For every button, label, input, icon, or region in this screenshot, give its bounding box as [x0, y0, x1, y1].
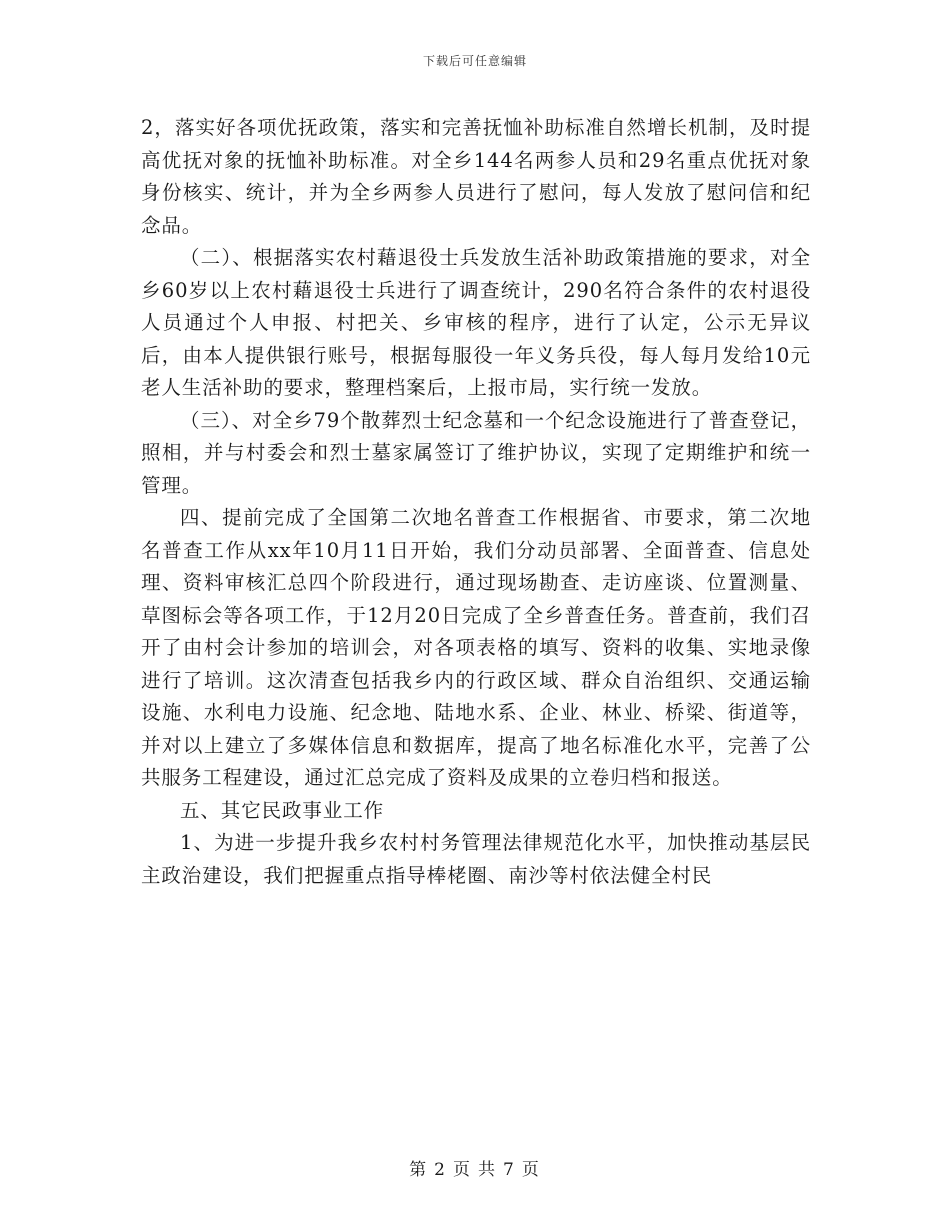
paragraph-4: 四、提前完成了全国第二次地名普查工作根据省、市要求，第二次地名普查工作从xx年10月11日开始，我们分动员部署、全面普查、信息处理、资料审核汇总四个阶段进行，通过现场勘查、走访座谈、位置测量、草图标会等各项工作，于12月20日完成了全乡普查任务。普查前，我们召开了由村会计参加的培训会，对各项表格的填写、资料的收集、实地录像进行了培训。这次清查包括我乡内的行政区域、群众自治组织、交通运输设施、水利电力设施、纪念地、陆地水系、企业、林业、桥梁、街道等，并对以上建立了多媒体信息和数据库，提高了地名标准化水平，完善了公共服务工程建设，通过汇总完成了资料及成果的立卷归档和报送。	[141, 506, 811, 789]
page-number-footer	[0, 1155, 950, 1180]
total-page-number: 7	[503, 1160, 516, 1180]
header-note: 下载后可任意编辑	[422, 54, 527, 68]
section-heading-5: 五、其它民政事业工作	[180, 798, 385, 822]
total-label: 共	[478, 1160, 497, 1180]
page-prefix: 第	[409, 1160, 429, 1180]
document-body	[141, 112, 811, 892]
paragraph-1: 2，落实好各项优抚政策，落实和完善抚恤补助标准自然增长机制，及时提高优抚对象的抚恤补助标准。对全乡144名两参人员和29名重点优抚对象身份核实、统计，并为全乡两参人员进行了慰问，每人发放了慰问信和纪念品。	[141, 116, 811, 237]
paragraph-2: （二）、根据落实农村藉退役士兵发放生活补助政策措施的要求，对全乡60岁以上农村藉退役士兵进行了调查统计，290名符合条件的农村退役人员通过个人申报、村把关、乡审核的程序，进行了认定，公示无异议后，由本人提供银行账号，根据每服役一年义务兵役，每人每月发给10元老人生活补助的要求，整理档案后，上报市局，实行统一发放。	[141, 246, 811, 399]
paragraph-3: （三）、对全乡79个散葬烈士纪念墓和一个纪念设施进行了普查登记，照相，并与村委会和烈士墓家属签订了维护协议，实现了定期维护和统一管理。	[141, 408, 811, 497]
current-page-number: 2	[434, 1160, 447, 1180]
page-unit: 页	[453, 1160, 472, 1180]
paragraph-6: 1、为进一步提升我乡农村村务管理法律规范化水平，加快推动基层民主政治建设，我们把握重点指导棒栳圈、南沙等村依法健全村民	[141, 831, 811, 887]
page-unit-suffix: 页	[521, 1160, 541, 1180]
